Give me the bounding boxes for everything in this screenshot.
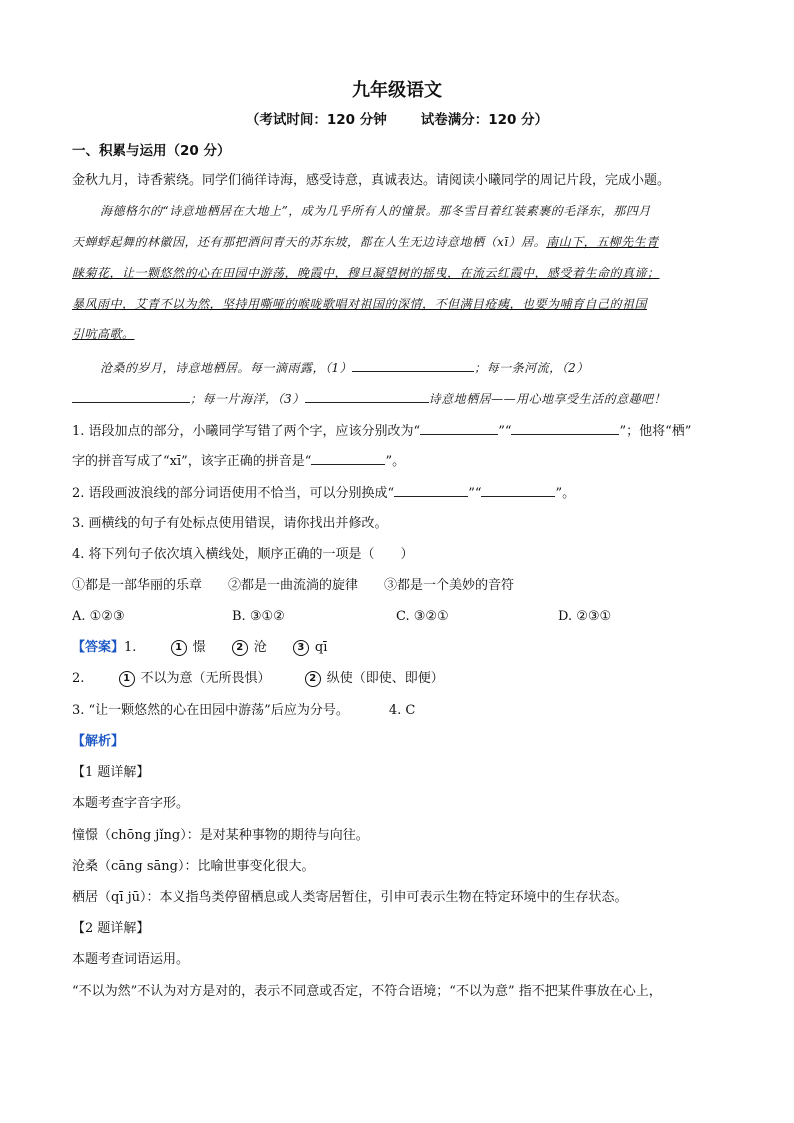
underlined-sentence: 暴风雨中，艾青不以为然，坚持用嘶哑的喉咙歌唱对祖国的深情，不但满目疮痍，也要为哺育自己的祖国 xyxy=(72,297,648,311)
option-d[interactable]: D. ②③① xyxy=(558,609,612,624)
passage-text: ；每一片海洋，（3） xyxy=(190,392,305,406)
intro-text: 金秋九月，诗香萦绕。同学们徜徉诗海，感受诗意，真诚表达。请阅读小曦同学的周记片段，完成小题。 xyxy=(72,173,671,188)
answer-text: 纵使（即使、即便） xyxy=(326,671,444,686)
passage-text: 诗意地栖居——用心地享受生活的意趣吧！ xyxy=(428,392,667,406)
passage-text: ；每一条河流，（2） xyxy=(474,361,589,375)
detail-text: 沧桑（cāng sāng）：比喻世事变化很大。 xyxy=(72,859,315,874)
answer-blank[interactable] xyxy=(352,358,474,372)
passage-line xyxy=(100,358,589,378)
question-1 xyxy=(72,421,691,442)
question-text: 2. 语段画波浪线的部分词语使用不恰当，可以分别换成“ xyxy=(72,486,395,501)
option-a[interactable]: A. ①②③ xyxy=(72,609,125,624)
question-text: ”。 xyxy=(555,486,576,501)
question-text: 1. 语段加点的部分，小曦同学写错了两个字，应该分别改为“ xyxy=(72,424,421,439)
question-4: 4. 将下列句子依次填入横线处，顺序正确的一项是（ ） xyxy=(72,547,414,562)
answer-blank[interactable] xyxy=(394,483,468,497)
answer-text: 不以为意（无所畏惧） xyxy=(140,671,271,686)
exam-score: 试卷满分：120 分） xyxy=(420,112,549,128)
detail-text: 栖居（qī jū）：本义指鸟类停留栖息或人类寄居暂住，引申可表示生物在特定环境中的生存状态。 xyxy=(72,890,628,905)
detail-heading: 【2 题详解】 xyxy=(72,921,150,936)
document-title: 九年级语文 xyxy=(352,80,442,101)
answer-line-3 xyxy=(72,701,415,721)
question-3: 3. 画横线的句子有处标点使用错误，请你找出并修改。 xyxy=(72,516,388,531)
answer-text: 3. “让一颗悠然的心在田园中游荡”后应为分号。 xyxy=(72,703,349,718)
answer-line-2 xyxy=(72,669,444,689)
question-4-items: ①都是一部华丽的乐章 ②都是一曲流淌的旋律 ③都是一个美妙的音符 xyxy=(72,578,515,593)
answer-label: 【答案】 xyxy=(72,640,125,655)
passage-text: 天蝉蜉起舞的林徽因，还有那把酒问青天的苏东坡，都在人生无边诗意地栖（xī）居。 xyxy=(72,235,547,249)
question-text: 字的拼音写成了“xī”，该字正确的拼音是“ xyxy=(72,454,312,469)
answer-blank[interactable] xyxy=(420,421,498,435)
answer-line-1 xyxy=(72,638,327,658)
circle-1-icon: 1 xyxy=(119,671,135,687)
answer-blank[interactable] xyxy=(511,421,619,435)
question-text: ”“ xyxy=(498,424,512,439)
answer-blank[interactable] xyxy=(72,389,190,403)
underlined-sentence: 南山下，五柳先生青 xyxy=(546,235,659,249)
circle-2-icon: 2 xyxy=(305,671,321,687)
answer-blank[interactable] xyxy=(311,451,385,465)
option-b[interactable]: B. ③①② xyxy=(232,609,285,624)
question-1-cont xyxy=(72,451,405,472)
circle-1-icon: 1 xyxy=(171,640,187,656)
detail-text: “不以为然”不认为对方是对的，表示不同意或否定，不符合语境；“不以为意” 指不把某件事放在心上， xyxy=(72,984,662,999)
underlined-sentence: 睐菊花，让一颗悠然的心在田园中游荡，晚霞中，穆旦凝望树的摇曳，在流云红霞中，感受着生命的真谛； xyxy=(72,266,660,280)
passage-text: 沧桑的岁月，诗意地栖居。每一滴雨露，（1） xyxy=(100,361,353,375)
passage-line: 海德格尔的“诗意地栖居在大地上”，成为几乎所有人的憧景。那冬雪目着红装素裹的毛泽东，那四月 xyxy=(100,204,651,218)
question-2 xyxy=(72,483,575,504)
exam-info xyxy=(0,108,794,128)
option-c[interactable]: C. ③②① xyxy=(396,609,449,624)
analysis-label: 【解析】 xyxy=(72,734,125,749)
detail-text: 本题考查词语运用。 xyxy=(72,952,190,967)
answer-text: 憬 xyxy=(192,640,206,655)
circle-2-icon: 2 xyxy=(232,640,248,656)
exam-time: （考试时间：120 分钟 xyxy=(245,112,387,128)
answer-blank[interactable] xyxy=(305,389,429,403)
circle-3-icon: 3 xyxy=(293,640,309,656)
detail-text: 本题考查字音字形。 xyxy=(72,796,190,811)
answer-text: qī xyxy=(314,640,328,655)
answer-text: 4. C xyxy=(388,703,416,718)
underlined-sentence: 引吭高歌。 xyxy=(72,327,135,341)
answer-num: 2. xyxy=(72,671,85,686)
answer-blank[interactable] xyxy=(481,483,555,497)
question-text: ”；他将“栖” xyxy=(619,424,692,439)
detail-text: 憧憬（chōng jǐng）：是对某种事物的期待与向往。 xyxy=(72,828,369,843)
question-text: ”“ xyxy=(468,486,482,501)
question-text: ”。 xyxy=(385,454,406,469)
section-heading: 一、积累与运用（20 分） xyxy=(72,143,231,159)
answer-num: 1. xyxy=(124,640,137,655)
passage-line xyxy=(72,389,666,409)
answer-text: 沧 xyxy=(253,640,267,655)
detail-heading: 【1 题详解】 xyxy=(72,765,150,780)
passage-line xyxy=(72,232,659,252)
